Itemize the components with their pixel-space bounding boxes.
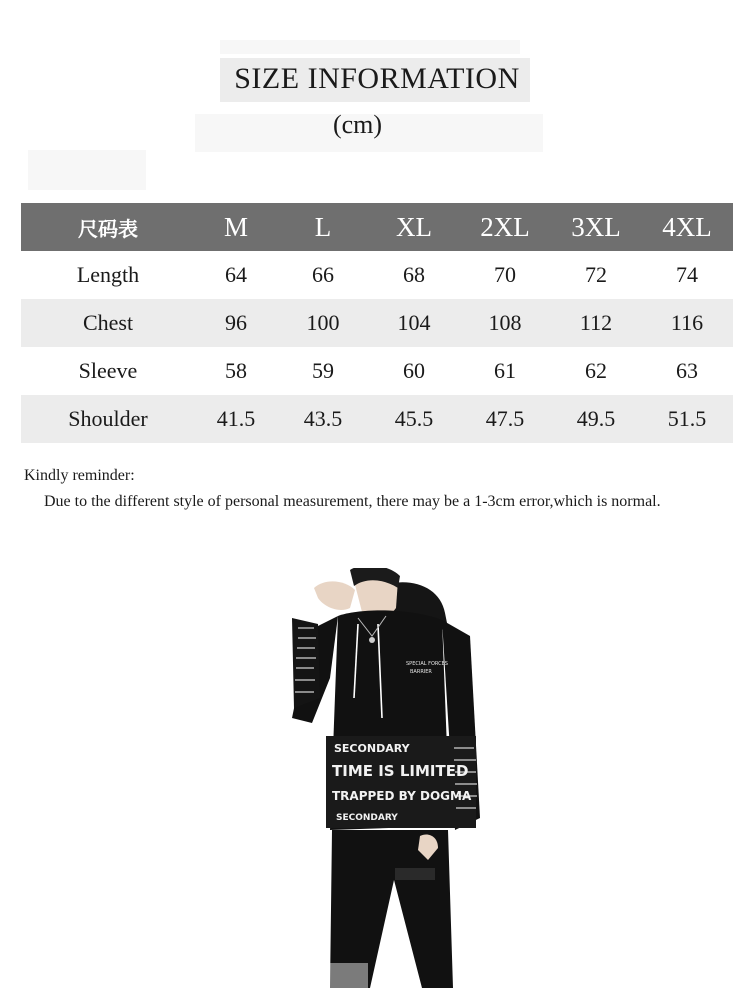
table-cell: 58 bbox=[225, 358, 247, 383]
table-cell: 64 bbox=[225, 262, 247, 287]
background-artifact bbox=[220, 40, 520, 54]
pants-cuff-print bbox=[330, 963, 368, 988]
table-cell: 60 bbox=[403, 358, 425, 383]
table-cell: 66 bbox=[312, 262, 334, 287]
row-label: Length bbox=[76, 262, 140, 287]
print-line: TIME IS LIMITED bbox=[332, 762, 469, 780]
corner-label: 尺码表 bbox=[78, 216, 138, 241]
product-photo bbox=[270, 568, 510, 993]
reminder-title: Kindly reminder: bbox=[24, 467, 135, 484]
table-cell: 45.5 bbox=[394, 406, 434, 431]
reminder-text: Due to the different style of personal measurement, there may be a 1-3cm error,which is normal. bbox=[44, 493, 661, 510]
table-cell: 104 bbox=[397, 310, 431, 335]
size-column-header: 2XL bbox=[480, 211, 530, 242]
table-cell: 61 bbox=[494, 358, 516, 383]
title-container bbox=[0, 58, 750, 102]
chest-logo: BARRIER bbox=[410, 669, 432, 675]
table-row bbox=[21, 251, 733, 299]
table-cell: 49.5 bbox=[576, 406, 616, 431]
size-chart-table bbox=[21, 203, 733, 443]
table-cell: 43.5 bbox=[303, 406, 343, 431]
table-cell: 59 bbox=[312, 358, 334, 383]
left-sleeve-print-base bbox=[292, 618, 320, 708]
size-header-row bbox=[21, 203, 733, 251]
table-cell: 41.5 bbox=[216, 406, 256, 431]
necklace-pendant bbox=[369, 637, 375, 643]
table-cell: 96 bbox=[225, 310, 247, 335]
table-cell: 100 bbox=[306, 310, 340, 335]
row-label: Shoulder bbox=[68, 406, 148, 431]
size-column-header: 4XL bbox=[662, 211, 712, 242]
size-column-header: XL bbox=[396, 211, 432, 242]
table-cell: 70 bbox=[494, 262, 516, 287]
row-label: Sleeve bbox=[78, 358, 138, 383]
table-row bbox=[21, 347, 733, 395]
hand bbox=[314, 581, 355, 610]
table-cell: 112 bbox=[579, 310, 613, 335]
table-cell: 62 bbox=[585, 358, 607, 383]
table-cell: 72 bbox=[585, 262, 607, 287]
table-cell: 108 bbox=[488, 310, 522, 335]
page-title: SIZE INFORMATION bbox=[220, 58, 530, 102]
unit-label: (cm) bbox=[332, 110, 383, 139]
size-column-header: L bbox=[314, 211, 332, 242]
background-artifact bbox=[28, 150, 146, 190]
size-column-header: M bbox=[223, 211, 248, 242]
pants-logo-patch bbox=[395, 868, 435, 880]
print-line: SECONDARY bbox=[334, 742, 410, 755]
table-cell: 74 bbox=[676, 262, 698, 287]
print-line: SECONDARY bbox=[336, 813, 398, 823]
table-cell: 47.5 bbox=[485, 406, 525, 431]
table-row bbox=[21, 395, 733, 443]
table-cell: 63 bbox=[676, 358, 698, 383]
table-cell: 68 bbox=[403, 262, 425, 287]
table-cell: 51.5 bbox=[667, 406, 707, 431]
row-label: Chest bbox=[82, 310, 134, 335]
size-column-header: 3XL bbox=[571, 211, 621, 242]
table-row bbox=[21, 299, 733, 347]
chest-logo: SPECIAL FORCES bbox=[406, 661, 448, 667]
print-line: TRAPPED BY DOGMA bbox=[332, 789, 472, 803]
table-cell: 116 bbox=[670, 310, 704, 335]
